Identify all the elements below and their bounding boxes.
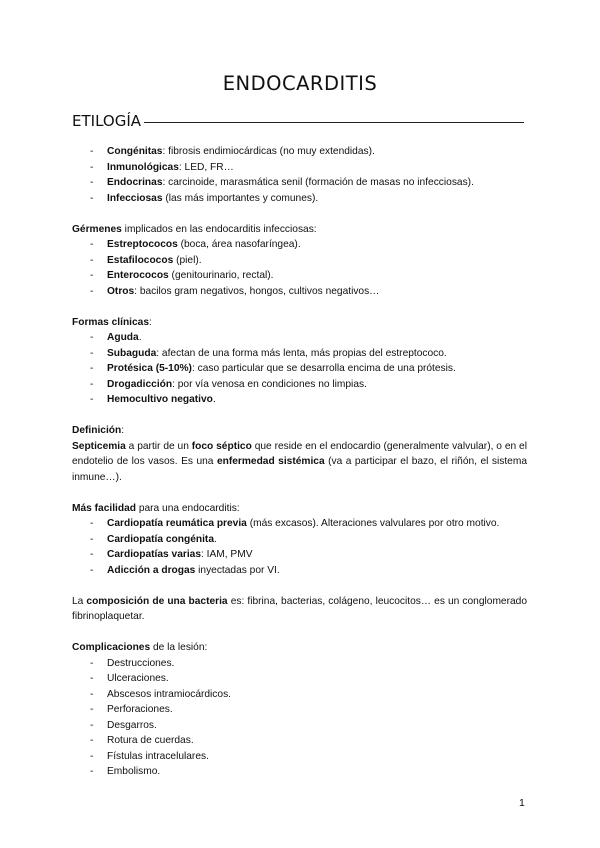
- list-item: - Drogadicción: por vía venosa en condiciones no limpias.: [72, 377, 527, 393]
- germenes-heading: Gérmenes implicados en las endocarditis infecciosas:: [72, 223, 317, 235]
- list-item: - Inmunológicas: LED, FR…: [72, 160, 527, 176]
- definicion-heading: Definición:: [72, 425, 125, 436]
- list-item: - Destrucciones.: [72, 656, 527, 672]
- list-item: - Ulceraciones.: [72, 671, 527, 687]
- list-item: - Otros: bacilos gram negativos, hongos, cultivos negativos…: [72, 284, 527, 300]
- section-heading-label: ETILOGÍA: [72, 112, 142, 130]
- list-item: - Abscesos intramiocárdicos.: [72, 687, 527, 703]
- list-item: - Congénitas: fibrosis endimiocárdicas (no muy extendidas).: [72, 144, 527, 160]
- list-item: - Estreptococos (boca, área nasofaríngea).: [72, 237, 527, 253]
- list-item: - Endocrinas: carcinoide, marasmática senil (formación de masas no infecciosas).: [72, 175, 527, 191]
- list-item: - Desgarros.: [72, 718, 527, 734]
- definicion-paragraph: Septicemia a partir de un foco séptico que reside en el endocardio (generalmente valvular), o en el endotelio de los vasos. Es una enfermedad sistémica (va a participar el bazo, el riñón, el sistema inmune…).: [72, 440, 527, 483]
- formas-heading: Formas clínicas:: [72, 316, 152, 328]
- page-title: ENDOCARDITIS: [222, 72, 378, 95]
- section-heading-rule: [144, 122, 524, 123]
- list-item: - Aguda.: [72, 330, 527, 346]
- page-number: 1: [519, 797, 525, 809]
- list-item: - Enterococos (genitourinario, rectal).: [72, 268, 527, 284]
- germenes-list: [72, 237, 527, 299]
- formas-list: [72, 330, 527, 408]
- list-item: - Cardiopatía reumática previa (más excasos). Alteraciones valvulares por otro motivo.: [72, 516, 527, 532]
- list-item: - Adicción a drogas inyectadas por VI.: [72, 563, 527, 579]
- complicaciones-list: [72, 656, 527, 780]
- composicion-paragraph: La composición de una bacteria es: fibrina, bacterias, colágeno, leucocitos… es un conglomerado fibrinoplaquetar.: [72, 595, 527, 622]
- list-item: - Fístulas intracelulares.: [72, 749, 527, 765]
- list-item: - Protésica (5-10%): caso particular que se desarrolla encima de una prótesis.: [72, 361, 527, 377]
- list-item: - Rotura de cuerdas.: [72, 733, 527, 749]
- list-item: - Hemocultivo negativo.: [72, 392, 527, 408]
- list-item: - Subaguda: afectan de una forma más lenta, más propias del estreptococo.: [72, 346, 527, 362]
- list-item: - Embolismo.: [72, 764, 527, 780]
- content-body: [72, 144, 527, 780]
- facilidad-list: [72, 516, 527, 578]
- list-item: - Cardiopatías varias: IAM, PMV: [72, 547, 527, 563]
- list-item: - Perforaciones.: [72, 702, 527, 718]
- etiologia-list: [72, 144, 527, 206]
- list-item: - Estafilococos (piel).: [72, 253, 527, 269]
- list-item: - Infecciosas (las más importantes y comunes).: [72, 191, 527, 207]
- facilidad-heading: Más facilidad para una endocarditis:: [72, 502, 240, 514]
- complicaciones-heading: Complicaciones de la lesión:: [72, 642, 208, 653]
- list-item: - Cardiopatía congénita.: [72, 532, 527, 548]
- section-heading: [72, 112, 524, 130]
